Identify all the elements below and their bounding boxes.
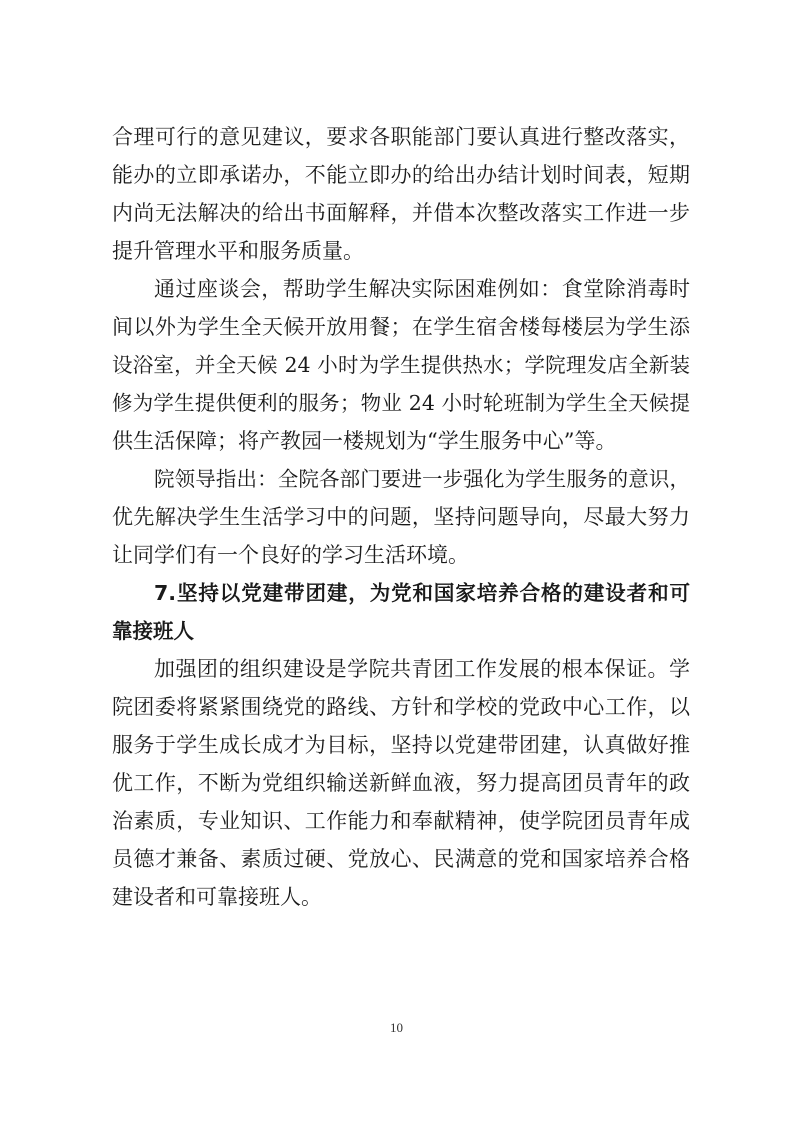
text-line: 修为学生提供便利的服务；物业 24 小时轮班制为学生全天候提 — [112, 391, 690, 415]
paragraph-symposium — [112, 270, 690, 460]
text-line: 治素质，专业知识、工作能力和奉献精神，使学院团员青年成 — [112, 809, 690, 833]
text-line: 设浴室，并全天候 24 小时为学生提供热水；学院理发店全新装 — [112, 353, 690, 377]
text-line: 院团委将紧紧围绕党的路线、方针和学校的党政中心工作，以 — [112, 695, 690, 719]
heading-line: 靠接班人 — [112, 619, 194, 643]
heading-line: 7.坚持以党建带团建，为党和国家培养合格的建设者和可 — [154, 581, 690, 605]
page-body — [112, 118, 690, 916]
text-line: 加强团的组织建设是学院共青团工作发展的根本保证。学 — [154, 657, 690, 681]
text-line: 服务于学生成长成才为目标，坚持以党建带团建，认真做好推 — [112, 733, 690, 757]
page-number: 10 — [390, 1020, 403, 1035]
text-line: 优先解决学生生活学习中的问题，坚持问题导向，尽最大努力 — [112, 505, 690, 529]
text-line: 供生活保障；将产教园一楼规划为“学生服务中心”等。 — [112, 429, 617, 453]
text-line: 内尚无法解决的给出书面解释，并借本次整改落实工作进一步 — [112, 201, 690, 225]
text-line: 提升管理水平和服务质量。 — [112, 239, 364, 263]
text-line: 间以外为学生全天候开放用餐；在学生宿舍楼每楼层为学生添 — [112, 315, 690, 339]
text-line: 合理可行的意见建议，要求各职能部门要认真进行整改落实， — [112, 125, 690, 149]
text-line: 通过座谈会，帮助学生解决实际困难例如：食堂除消毒时 — [154, 277, 690, 301]
text-line: 建设者和可靠接班人。 — [112, 885, 322, 909]
section-heading — [112, 574, 690, 650]
paragraph-rectification — [112, 118, 690, 270]
text-line: 让同学们有一个良好的学习生活环境。 — [112, 543, 469, 567]
text-line: 院领导指出：全院各部门要进一步强化为学生服务的意识， — [154, 467, 690, 491]
text-line: 优工作，不断为党组织输送新鲜血液，努力提高团员青年的政 — [112, 771, 690, 795]
text-line: 员德才兼备、素质过硬、党放心、民满意的党和国家培养合格 — [112, 847, 690, 871]
paragraph-league-building — [112, 650, 690, 916]
paragraph-leadership — [112, 460, 690, 574]
text-line: 能办的立即承诺办，不能立即办的给出办结计划时间表，短期 — [112, 163, 690, 187]
